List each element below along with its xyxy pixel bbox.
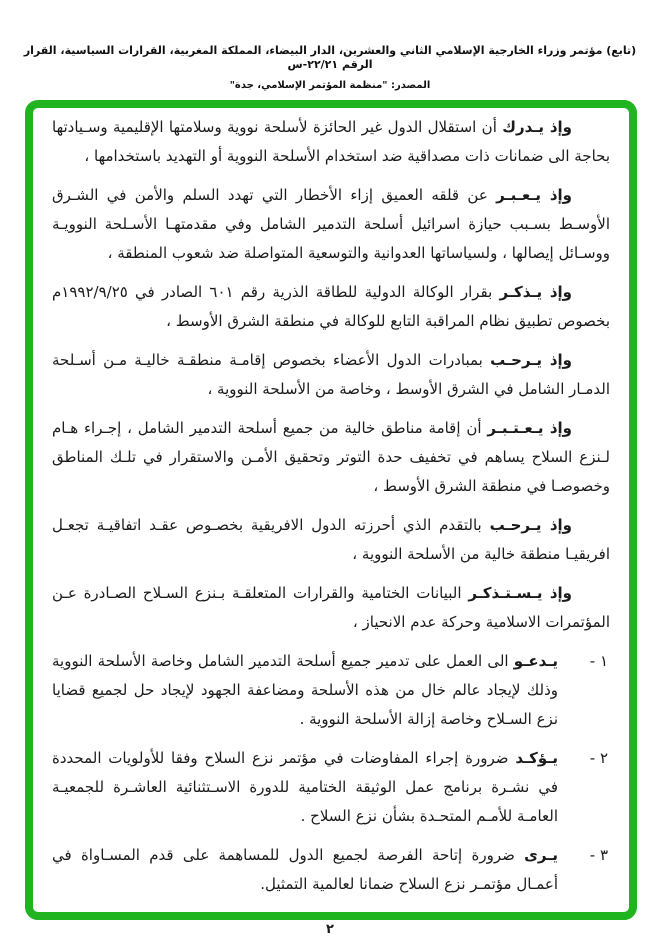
preamble-paragraph bbox=[52, 579, 610, 637]
header-title: (تابع) مؤتمر وزراء الخارجية الإسلامي الثاني والعشرين، الدار البيضاء، المملكة المغربية، القرارات السياسية، القرار الرقم ٢٢/٢١-س bbox=[23, 44, 637, 71]
item-lead: يـدعـو bbox=[513, 652, 558, 670]
item-text: الى العمل على تدمير جميع أسلحة التدمير الشامل وخاصة الأسلحة النووية وذلك لإيجاد عالم خال من هذه الأسلحة ومضاعفة الجهود لإيجاد حل لجميع قضايا نزع السـلاح وخاصة إزالة الأسلحة النووية . bbox=[52, 652, 558, 728]
document-header bbox=[10, 44, 650, 91]
item-text: ضرورة إتاحة الفرصة لجميع الدول للمساهمة على قدم المسـاواة في أعمـال مؤتمـر نزع السلاح ضمانا لعالمية التمثيل. bbox=[52, 846, 558, 893]
list-item bbox=[52, 647, 610, 734]
preamble-lead: وإذ يـعـبـر bbox=[496, 186, 572, 204]
item-number: ١ - bbox=[589, 652, 608, 670]
item-number: ٣ - bbox=[589, 846, 608, 864]
item-number: ٢ - bbox=[589, 749, 608, 767]
item-lead: يـؤكـد bbox=[515, 749, 558, 767]
document-body bbox=[52, 113, 610, 909]
preamble-text: أن إقامة مناطق خالية من جميع أسلحة التدمير الشامل ، إجـراء هـام لـنزع السلاح يساهم في تخفيف حدة التوتر وتحقيق الأمـن والاستقرار في تلـك المناطق وخصوصـا في منطقة الشرق الأوسط ، bbox=[52, 419, 610, 495]
preamble-text: عن قلقه العميق إزاء الأخطار التي تهدد السلم والأمن في الشـرق الأوسـط بسـبب حيازة اسرائيل أسلحة التدمير الشامل وفي مقدمتهـا الأسـلحة النوويـة ووسـائل إيصالها ، ولسياساتها العدوانية والتوسعية المتواصلة ضد شعوب المنطقة ، bbox=[52, 186, 610, 262]
preamble-lead: وإذ يـذكـر bbox=[499, 283, 572, 301]
preamble-lead: وإذ يـرحـب bbox=[489, 516, 572, 534]
preamble-lead: وإذ يـسـتـذكـر bbox=[468, 584, 572, 602]
preamble-lead: وإذ يـعـتـبـر bbox=[487, 419, 572, 437]
item-lead: يـرى bbox=[524, 846, 558, 864]
preamble-text: أن استقلال الدول غير الحائزة لأسلحة نووية وسلامتها الإقليمية وسـيادتها بحاجة الى ضمانات ذات مصداقية ضد استخدام الأسلحة النووية أو التهديد باستخدامها ، bbox=[52, 118, 610, 165]
preamble-lead: وإذ يـدرك bbox=[502, 118, 572, 136]
preamble-text: بالتقدم الذي أحرزته الدول الافريقية بخصـوص عقـد اتفاقيـة تجعـل افريقيـا منطقة خالية من الأسلحة النووية ، bbox=[52, 516, 610, 563]
preamble-paragraph bbox=[52, 511, 610, 569]
preamble-paragraph bbox=[52, 346, 610, 404]
item-text: ضرورة إجراء المفاوضات في مؤتمر نزع السلاح وفقا للأولويات المحددة في نشـرة برنامج عمل الوثيقة الختامية للدورة الاسـتثنائية العاشـرة للجمعيـة العامـة للأمـم المتحـدة بشأن نزع السلاح . bbox=[52, 749, 558, 825]
header-source: المصدر: "منظمة المؤتمر الإسلامي، جدة" bbox=[229, 80, 431, 91]
preamble-text: بمبادرات الدول الأعضاء بخصوص إقامـة منطقـة خاليـة مـن أسـلحة الدمـار الشامل في الشرق الأوسط ، وخاصة من الأسلحة النووية ، bbox=[52, 351, 610, 398]
operative-items bbox=[52, 647, 610, 899]
preamble-text: البيانات الختامية والقرارات المتعلقـة بـنزع السـلاح الصـادرة عـن المؤتمرات الاسلامية وحركة عدم الانحياز ، bbox=[52, 584, 610, 631]
list-item bbox=[52, 841, 610, 899]
preamble-text: بقرار الوكالة الدولية للطاقة الذرية رقم ٦٠١ الصادر في ١٩٩٢/٩/٢٥م بخصوص تطبيق نظام المراقبة التابع للوكالة في منطقة الشرق الأوسط ، bbox=[52, 283, 610, 330]
preamble-lead: وإذ يـرحـب bbox=[490, 351, 572, 369]
preamble-paragraph bbox=[52, 414, 610, 501]
list-item bbox=[52, 744, 610, 831]
page-number: ٢ bbox=[326, 922, 334, 937]
preamble-paragraph bbox=[52, 113, 610, 171]
preamble-paragraph bbox=[52, 278, 610, 336]
preamble-paragraph bbox=[52, 181, 610, 268]
